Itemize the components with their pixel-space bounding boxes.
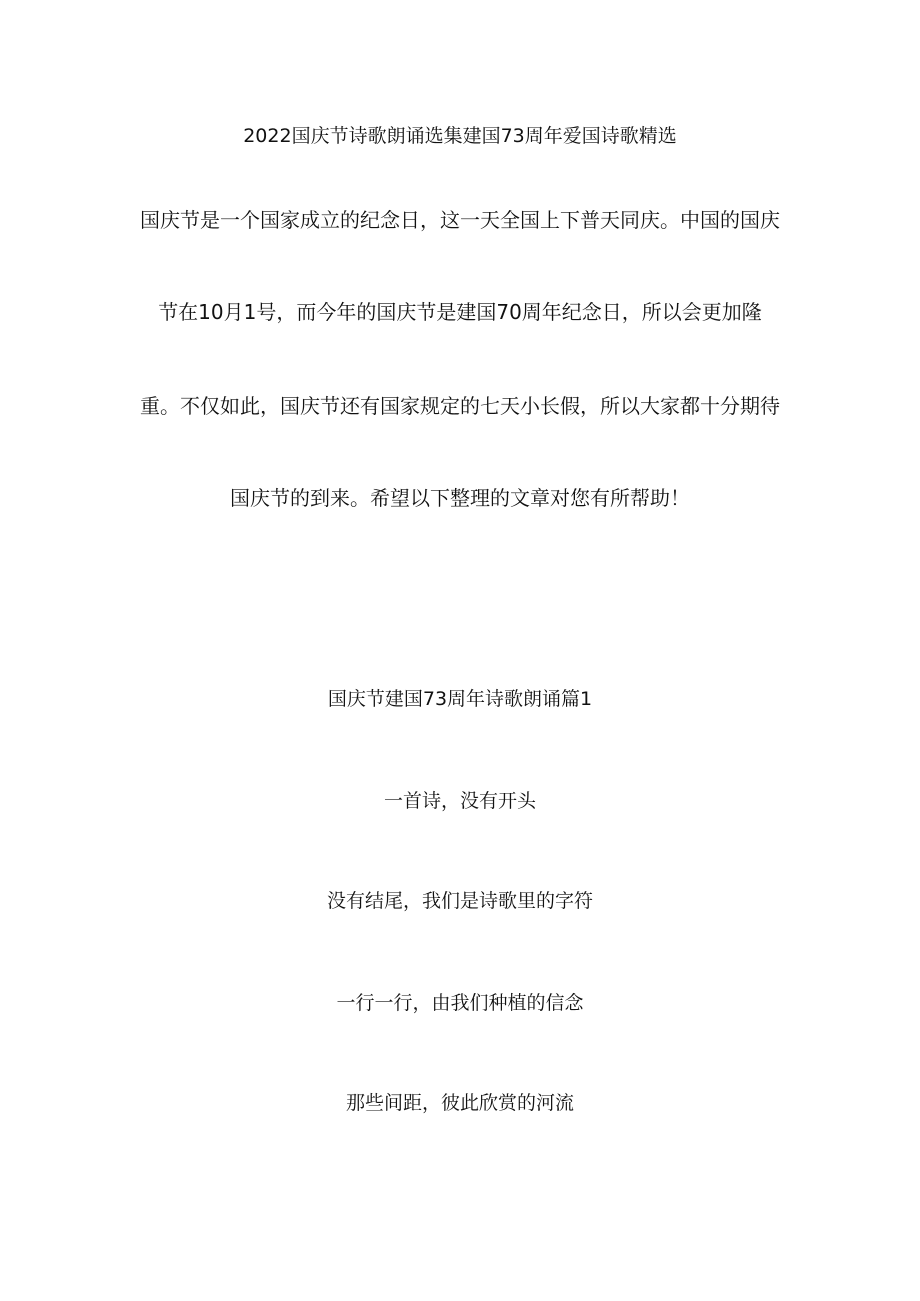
intro-line-3: 重。不仅如此，国庆节还有国家规定的七天小长假，所以大家都十分期待 bbox=[140, 394, 780, 418]
poem-line-1: 一首诗，没有开头 bbox=[383, 790, 536, 812]
poem-line-4: 那些间距，彼此欣赏的河流 bbox=[345, 1092, 574, 1114]
intro-line-4: 国庆节的到来。希望以下整理的文章对您有所帮助！ bbox=[230, 486, 690, 510]
intro-line-2: 节在10月1号，而今年的国庆节是建国70周年纪念日，所以会更加隆 bbox=[158, 300, 762, 324]
intro-line-1: 国庆节是一个国家成立的纪念日，这一天全国上下普天同庆。中国的国庆 bbox=[140, 208, 780, 232]
poem-line-2: 没有结尾，我们是诗歌里的字符 bbox=[326, 890, 593, 912]
document-title: 2022国庆节诗歌朗诵选集建国73周年爱国诗歌精选 bbox=[243, 125, 677, 147]
section-title: 国庆节建国73周年诗歌朗诵篇1 bbox=[327, 688, 593, 710]
poem-line-3: 一行一行，由我们种植的信念 bbox=[336, 992, 584, 1014]
